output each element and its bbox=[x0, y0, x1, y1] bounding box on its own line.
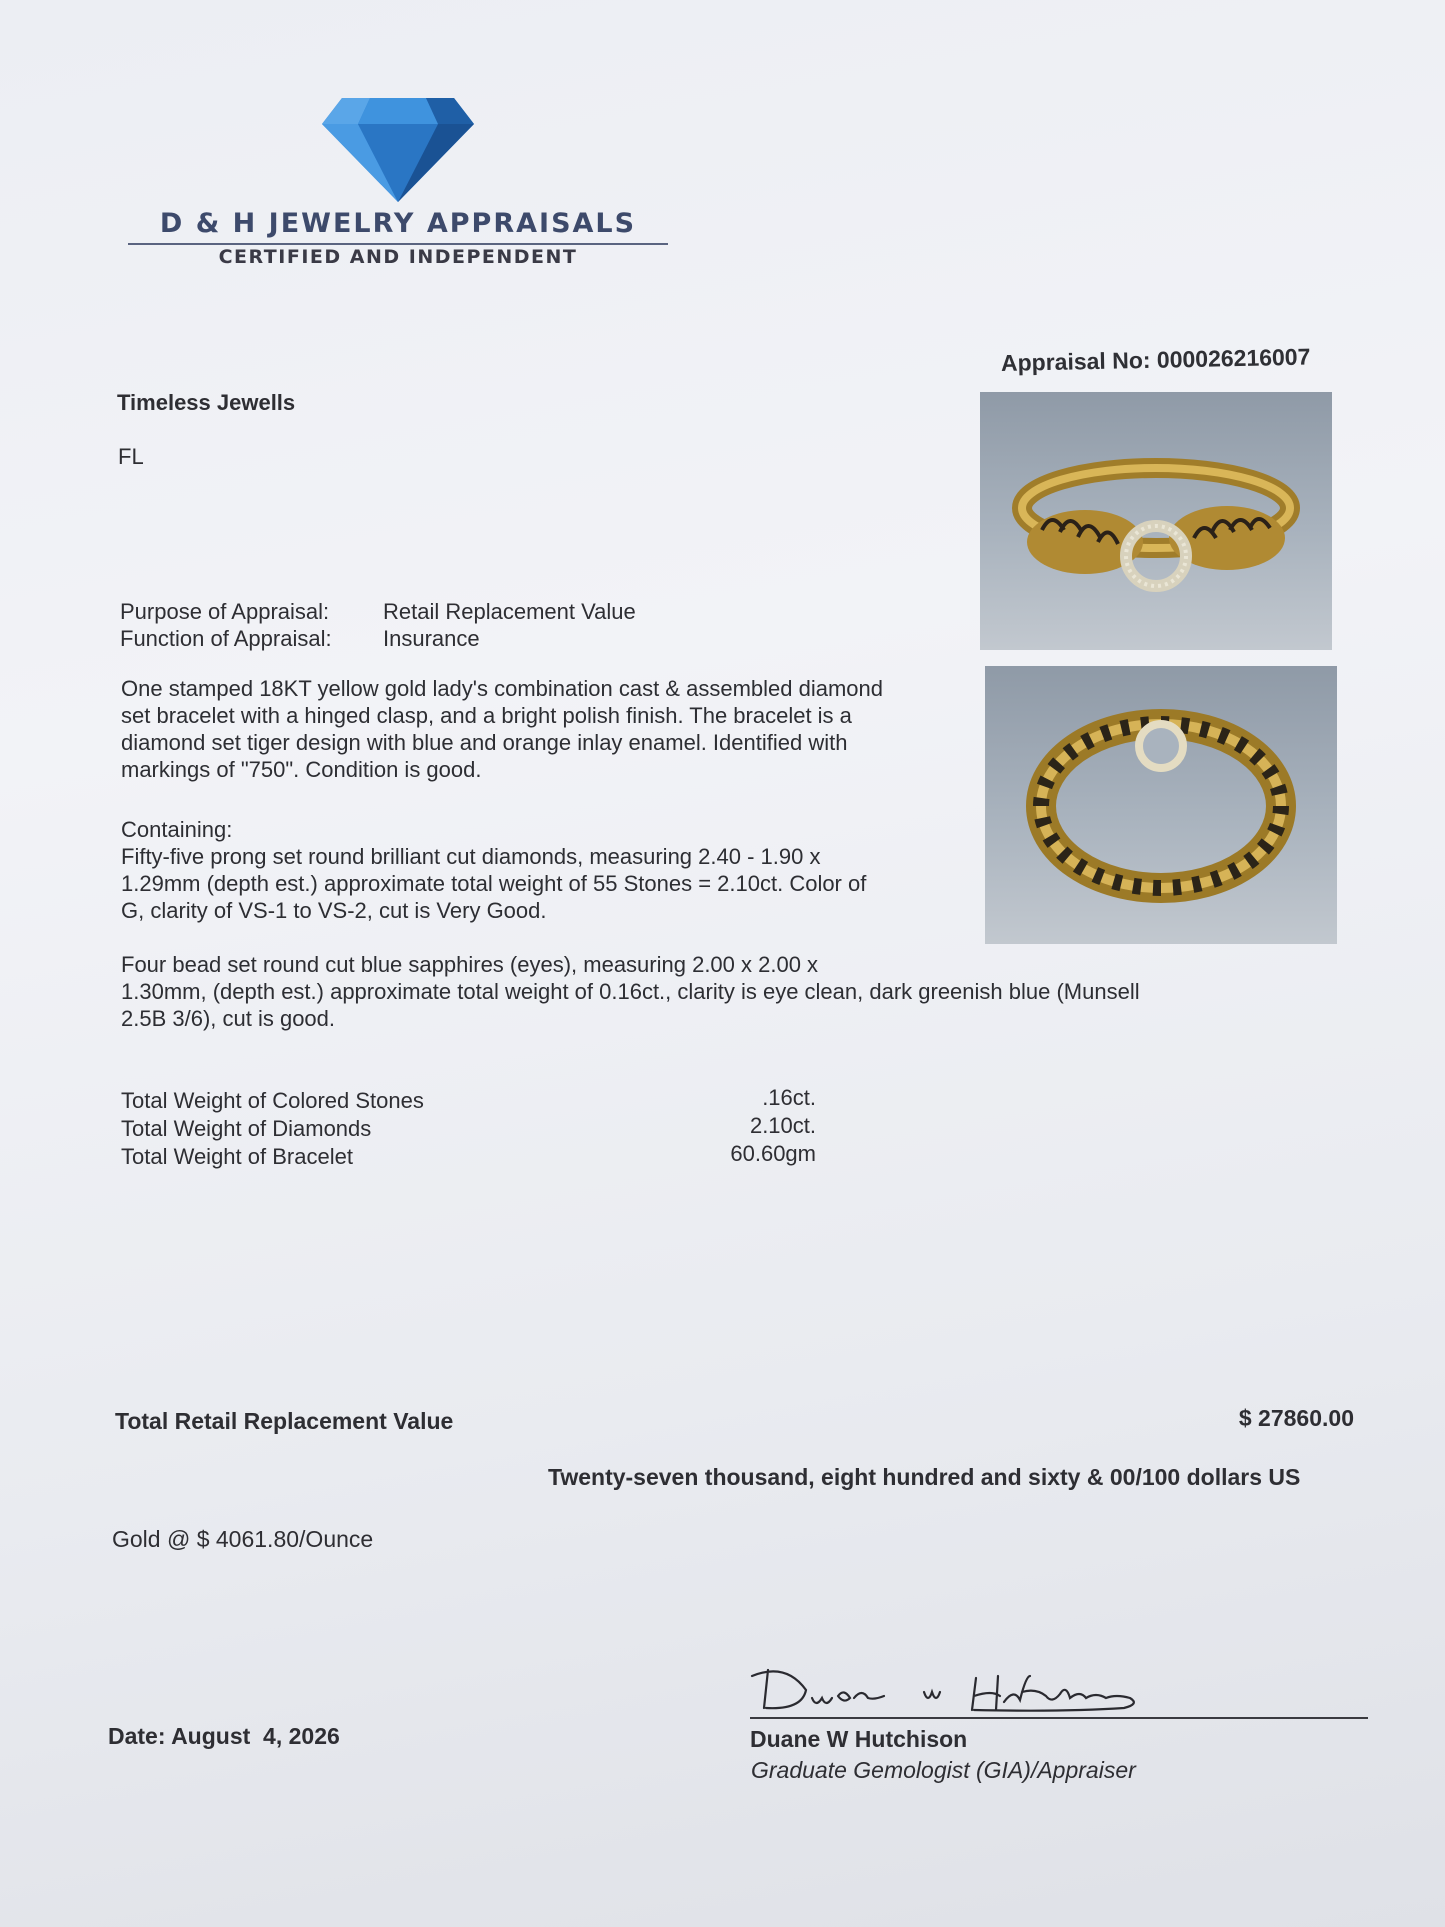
total-value-amount: $ 27860.00 bbox=[1238, 1405, 1354, 1431]
company-tagline: CERTIFIED AND INDEPENDENT bbox=[218, 246, 578, 268]
company-name: D & H JEWELRY APPRAISALS bbox=[128, 208, 668, 245]
purpose-value: Retail Replacement Value bbox=[383, 599, 636, 624]
signature-line bbox=[750, 1717, 1368, 1719]
total-value-words: Twenty-seven thousand, eight hundred and sixty & 00/100 dollars US bbox=[548, 1464, 1301, 1490]
sapphires-section bbox=[121, 951, 1140, 1032]
purpose-label: Purpose of Appraisal: bbox=[120, 599, 330, 624]
diamonds-line: Fifty-five prong set round brilliant cut diamonds, measuring 2.40 - 1.90 x bbox=[121, 844, 821, 869]
date-value: August 4, 2026 bbox=[171, 1723, 340, 1749]
appraiser-title: Graduate Gemologist (GIA)/Appraiser bbox=[751, 1757, 1136, 1783]
bracelet-photo-top bbox=[985, 666, 1337, 944]
sapphires-line: 1.30mm, (depth est.) approximate total weight of 0.16ct., clarity is eye clean, dark greenish blue (Munsell bbox=[121, 979, 1140, 1004]
diamonds-line: G, clarity of VS-1 to VS-2, cut is Very Good. bbox=[121, 898, 547, 923]
sapphires-line: 2.5B 3/6), cut is good. bbox=[121, 1006, 336, 1031]
diamond-icon bbox=[322, 98, 474, 202]
gold-price: Gold @ $ 4061.80/Ounce bbox=[112, 1526, 374, 1552]
total-bracelet-label: Total Weight of Bracelet bbox=[121, 1144, 353, 1169]
description-line: One stamped 18KT yellow gold lady's combination cast & assembled diamond bbox=[121, 676, 883, 701]
diamonds-section bbox=[121, 816, 866, 924]
description-line: set bracelet with a hinged clasp, and a bright polish finish. The bracelet is a bbox=[121, 703, 852, 728]
item-description bbox=[121, 675, 883, 783]
totals-labels bbox=[121, 1087, 424, 1171]
sapphires-line: Four bead set round cut blue sapphires (eyes), measuring 2.00 x 2.00 x bbox=[121, 952, 819, 977]
total-value-label: Total Retail Replacement Value bbox=[115, 1408, 454, 1434]
bracelet-top-image bbox=[985, 666, 1337, 944]
total-diamonds-value: 2.10ct. bbox=[749, 1113, 816, 1138]
description-line: markings of "750". Condition is good. bbox=[121, 757, 482, 782]
total-colored-stones-value: .16ct. bbox=[762, 1085, 816, 1110]
total-diamonds-label: Total Weight of Diamonds bbox=[121, 1116, 372, 1141]
date-label: Date: bbox=[108, 1723, 166, 1749]
appraisal-number: 000026216007 bbox=[1156, 343, 1311, 373]
client-name: Timeless Jewells bbox=[117, 390, 296, 415]
signature bbox=[746, 1662, 1166, 1724]
function-label: Function of Appraisal: bbox=[120, 626, 332, 651]
totals-values bbox=[680, 1084, 816, 1168]
description-line: diamond set tiger design with blue and orange inlay enamel. Identified with bbox=[121, 730, 848, 755]
appraisal-number-line bbox=[1001, 344, 1311, 377]
bracelet-front-image bbox=[980, 392, 1332, 650]
appraisal-number-label: Appraisal No: bbox=[1000, 346, 1151, 376]
client-state: FL bbox=[118, 444, 144, 469]
bracelet-photo-front bbox=[980, 392, 1332, 650]
diamonds-line: 1.29mm (depth est.) approximate total weight of 55 Stones = 2.10ct. Color of bbox=[121, 871, 867, 896]
appraiser-name: Duane W Hutchison bbox=[750, 1726, 968, 1752]
total-colored-stones-label: Total Weight of Colored Stones bbox=[121, 1088, 424, 1113]
total-bracelet-value: 60.60gm bbox=[730, 1141, 816, 1166]
containing-label: Containing: bbox=[121, 817, 233, 842]
function-value: Insurance bbox=[383, 626, 480, 651]
date-line bbox=[108, 1723, 340, 1750]
